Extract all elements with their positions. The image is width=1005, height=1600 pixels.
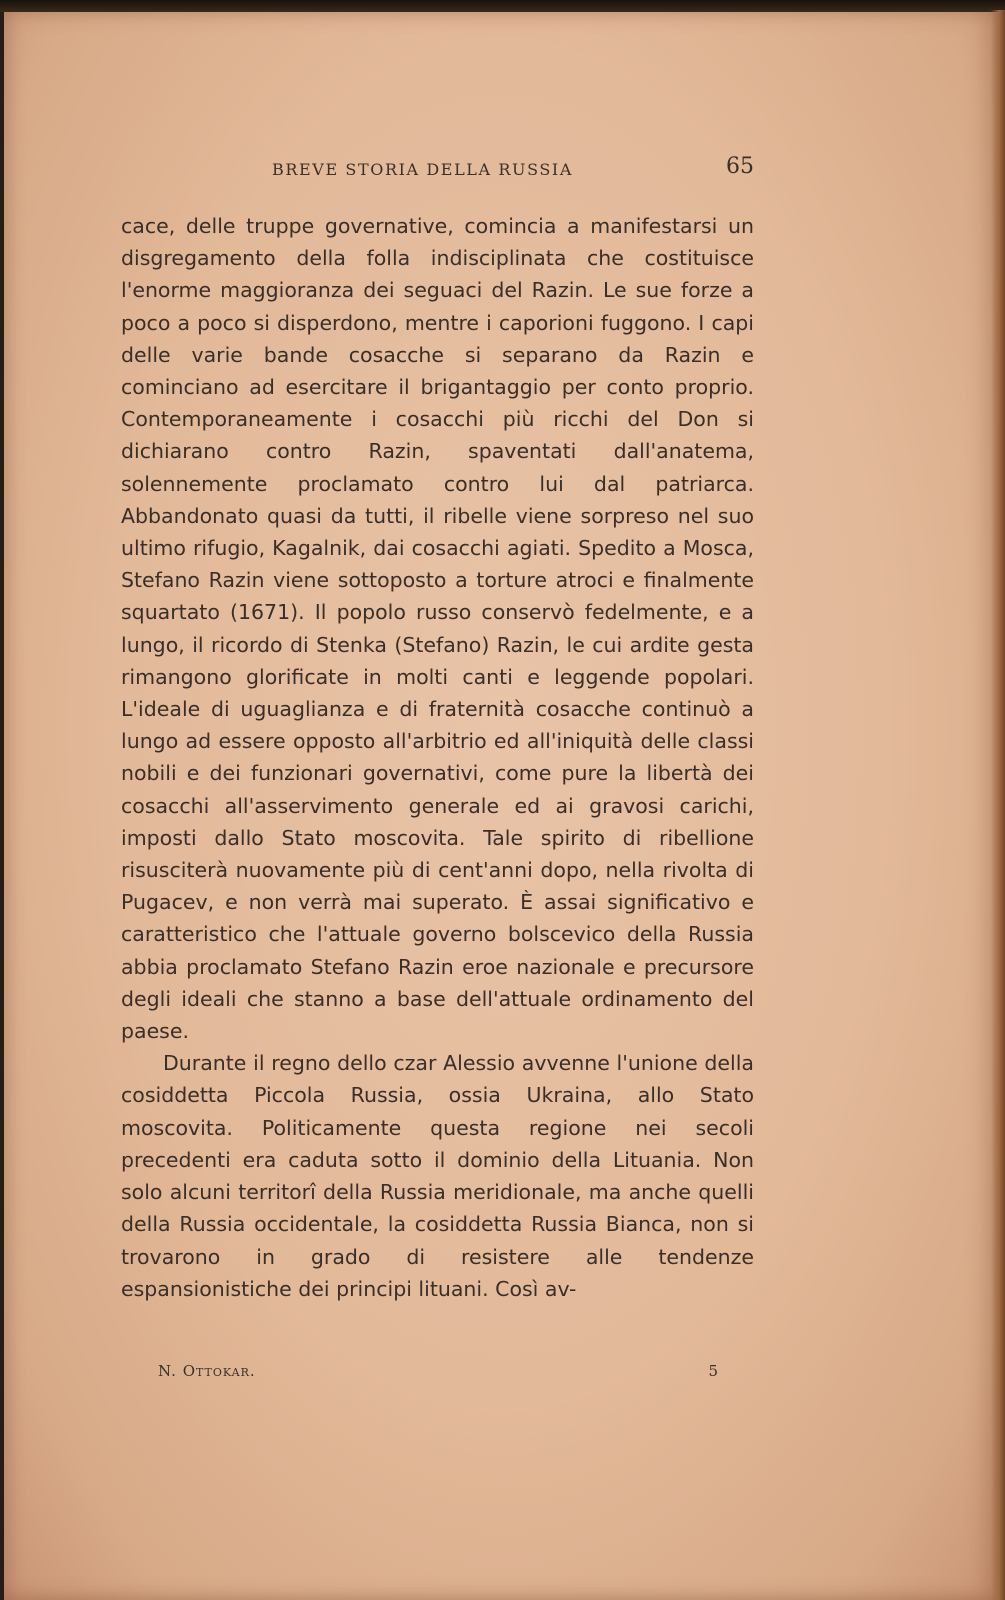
signature-mark: N. Ottokar. — [158, 1362, 256, 1380]
signature-number: 5 — [708, 1362, 718, 1380]
body-text — [121, 210, 754, 1305]
paragraph: cace, delle truppe governative, comincia a manifestarsi un disgregamento della folla indisciplinata che costituisce l'enorme maggioranza dei seguaci del Razin. Le sue forze a poco a poco si disperdono, mentre i caporioni fuggono. I capi delle varie bande cosacche si separano da Razin e cominciano ad esercitare il brigantaggio per conto proprio. Contemporaneamente i cosacchi più ricchi del Don si dichiarano contro Razin, spaventati dall'anatema, solennemente proclamato contro lui dal patriarca. Abbandonato quasi da tutti, il ribelle viene sorpreso nel suo ultimo rifugio, Kagalnik, dai cosacchi agiati. Spedito a Mosca, Stefano Razin viene sottoposto a torture atroci e finalmente squartato (1671). Il popolo russo conservò fedelmente, e a lungo, il ricordo di Stenka (Stefano) Razin, le cui ardite gesta rimangono glorificate in molti canti e leggende popolari. L'ideale di uguaglianza e di fraternità cosacche continuò a lungo ad essere opposto all'arbitrio ed all'iniquità delle classi nobili e dei funzionari governativi, come pure la libertà dei cosacchi all'asservimento generale ed ai gravosi carichi, imposti dallo Stato moscovita. Tale spirito di ribellione risusciterà nuovamente più di cent'anni dopo, nella rivolta di Pugacev, e non verrà mai superato. È assai significativo e caratteristico che l'attuale governo bolscevico della Russia abbia proclamato Stefano Razin eroe nazionale e precursore degli ideali che stanno a base dell'attuale ordinamento del paese. — [121, 214, 754, 1044]
paragraph: Durante il regno dello czar Alessio avvenne l'unione della cosiddetta Piccola Russia, ossia Ukraina, allo Stato moscovita. Politicamente questa regione nei secoli precedenti era caduta sotto il dominio della Lituania. Non solo alcuni territorî della Russia meridionale, ma anche quelli della Russia occidentale, la cosiddetta Russia Bianca, non si trovarono in grado di resistere alle tendenze espansionistiche dei principi lituani. Così av- — [121, 1051, 754, 1301]
page-number: 65 — [726, 154, 754, 179]
page-header — [122, 152, 754, 184]
page-right-edge — [991, 10, 1005, 1600]
scan-top-edge — [0, 0, 1005, 12]
running-title: BREVE STORIA DELLA RUSSIA — [272, 160, 574, 179]
page-footer — [158, 1362, 718, 1388]
